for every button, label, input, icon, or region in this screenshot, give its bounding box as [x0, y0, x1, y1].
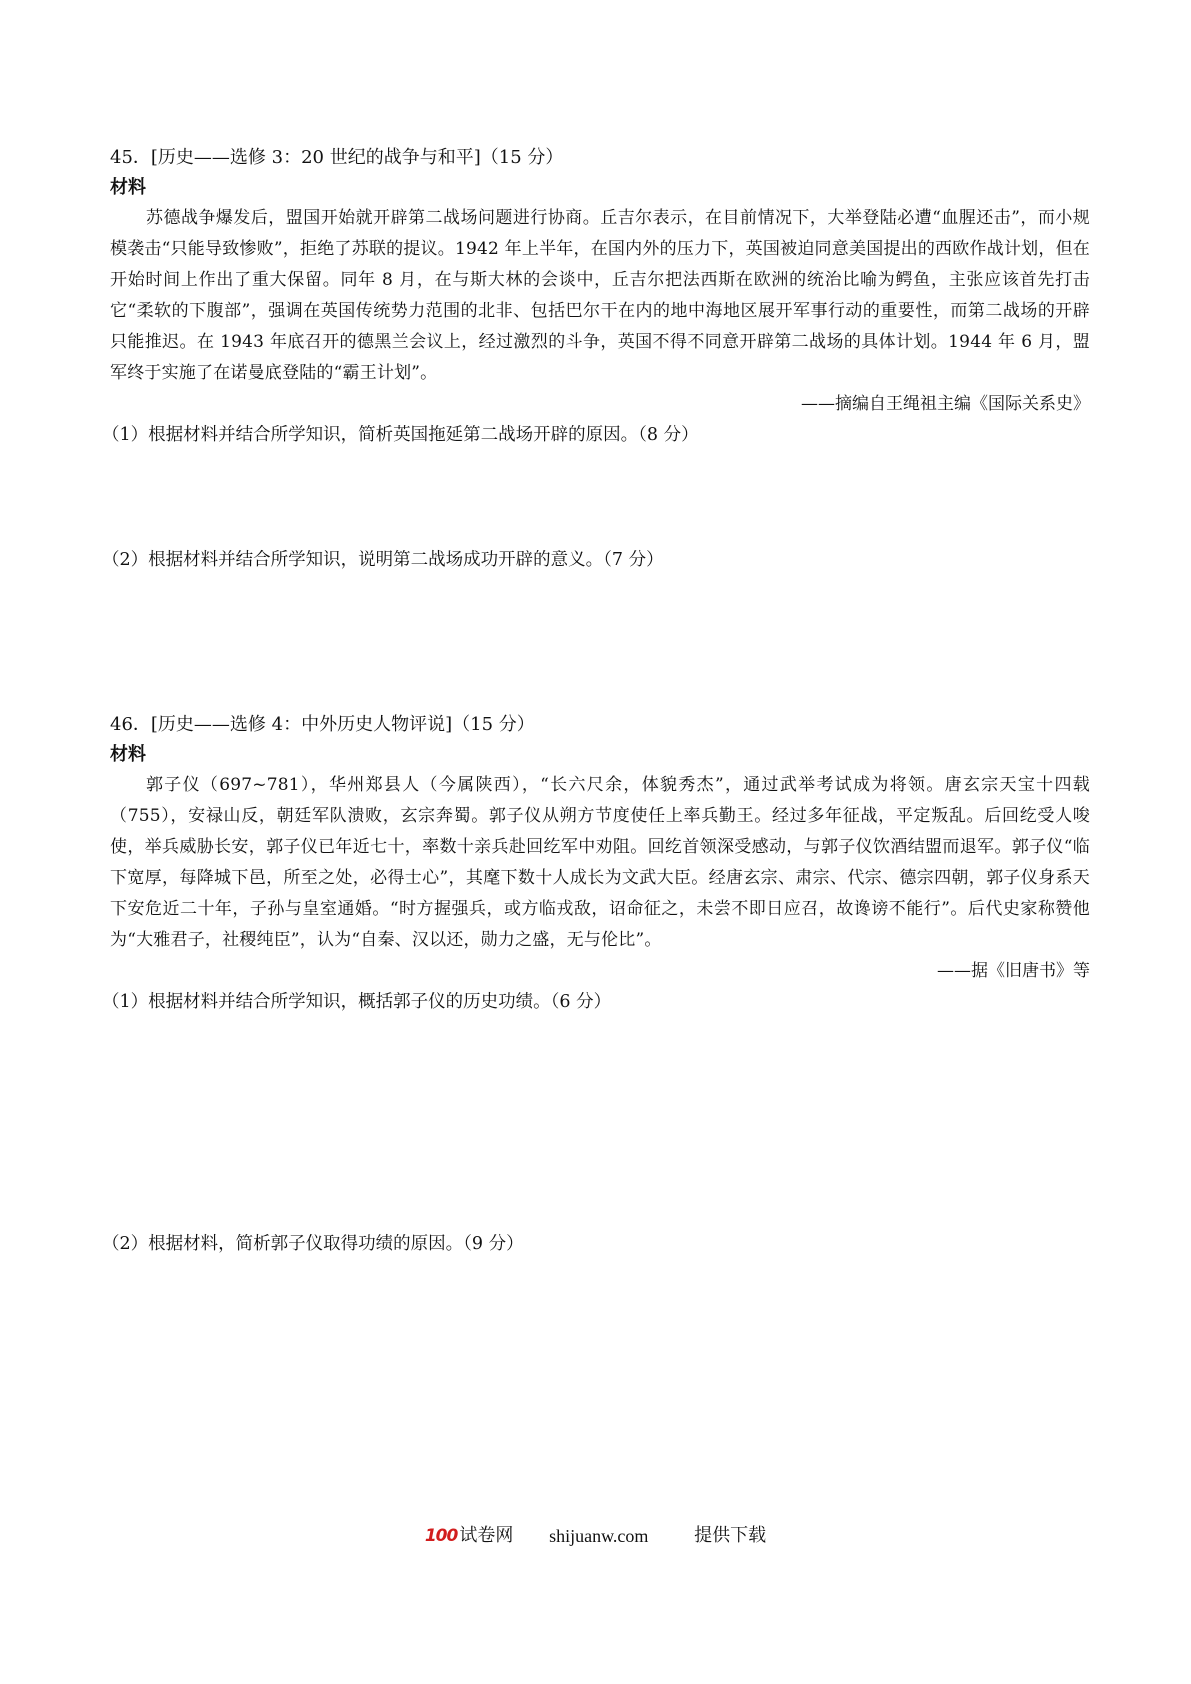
footer-tagline: 提供下载	[694, 1525, 767, 1546]
subquestion-1: （1）根据材料并结合所学知识，简析英国拖延第二战场开辟的原因。（8 分）	[102, 425, 699, 445]
answer-space	[110, 450, 1090, 545]
material-paragraph: 郭子仪（697~781），华州郑县人（今属陕西），“长六尺余，体貌秀杰”，通过武举考试成为将领。唐玄宗天宝十四载（755），安禄山反，朝廷军队溃败，玄宗奔蜀。郭子仪从朔方节度使任上率兵勤王。经过多年征战，平定叛乱。后回纥受人唆使，举兵威胁长安，郭子仪已年近七十，率数十亲兵赴回纥军中劝阻。回纥首领深受感动，与郭子仪饮酒结盟而退军。郭子仪“临下宽厚，每降城下邑，所至之处，必得士心”，其麾下数十人成长为文武大臣。经唐玄宗、肃宗、代宗、德宗四朝，郭子仪身系天下安危近二十年，子孙与皇室通婚。“时方握强兵，或方临戎敌，诏命征之，未尝不即日应召，故谗谤不能行”。后代史家称赞他为“大雅君子，社稷纯臣”，认为“自秦、汉以还，勋力之盛，无与伦比”。	[110, 775, 1090, 950]
subquestion-1: （1）根据材料并结合所学知识，概括郭子仪的历史功绩。（6 分）	[102, 992, 612, 1012]
site-logo: 100	[424, 1526, 458, 1546]
material-source: ——摘编自王绳祖主编《国际关系史》	[801, 394, 1090, 414]
page-footer	[0, 1522, 1191, 1550]
subquestion-2: （2）根据材料并结合所学知识，说明第二战场成功开辟的意义。（7 分）	[102, 550, 664, 570]
material-source: ——据《旧唐书》等	[937, 961, 1090, 981]
material-label: 材料	[110, 177, 146, 198]
material-label: 材料	[110, 744, 146, 765]
site-url-link[interactable]: shijuanw.com	[549, 1526, 649, 1546]
question-46-title: 46．[历史——选修 4：中外历史人物评说]（15 分）	[110, 714, 535, 735]
question-46	[102, 710, 1090, 1259]
question-45-title: 45．[历史——选修 3：20 世纪的战争与和平]（15 分）	[110, 147, 564, 168]
answer-space	[110, 1017, 1090, 1229]
site-name: 试卷网	[459, 1525, 514, 1546]
subquestion-2: （2）根据材料，简析郭子仪取得功绩的原因。（9 分）	[102, 1234, 524, 1254]
question-45	[102, 143, 1090, 575]
material-paragraph: 苏德战争爆发后，盟国开始就开辟第二战场问题进行协商。丘吉尔表示，在目前情况下，大举登陆必遭“血腥还击”，而小规模袭击“只能导致惨败”，拒绝了苏联的提议。1942 年上半年，在国内外的压力下，英国被迫同意美国提出的西欧作战计划，但在开始时间上作出了重大保留。同年 8 月，在与斯大林的会谈中，丘吉尔把法西斯在欧洲的统治比喻为鳄鱼，主张应该首先打击它“柔软的下腹部”，强调在英国传统势力范围的北非、包括巴尔干在内的地中海地区展开军事行动的重要性，而第二战场的开辟只能推迟。在 1943 年底召开的德黑兰会议上，经过激烈的斗争，英国不得不同意开辟第二战场的具体计划。1944 年 6 月，盟军终于实施了在诺曼底登陆的“霸王计划”。	[110, 208, 1090, 383]
